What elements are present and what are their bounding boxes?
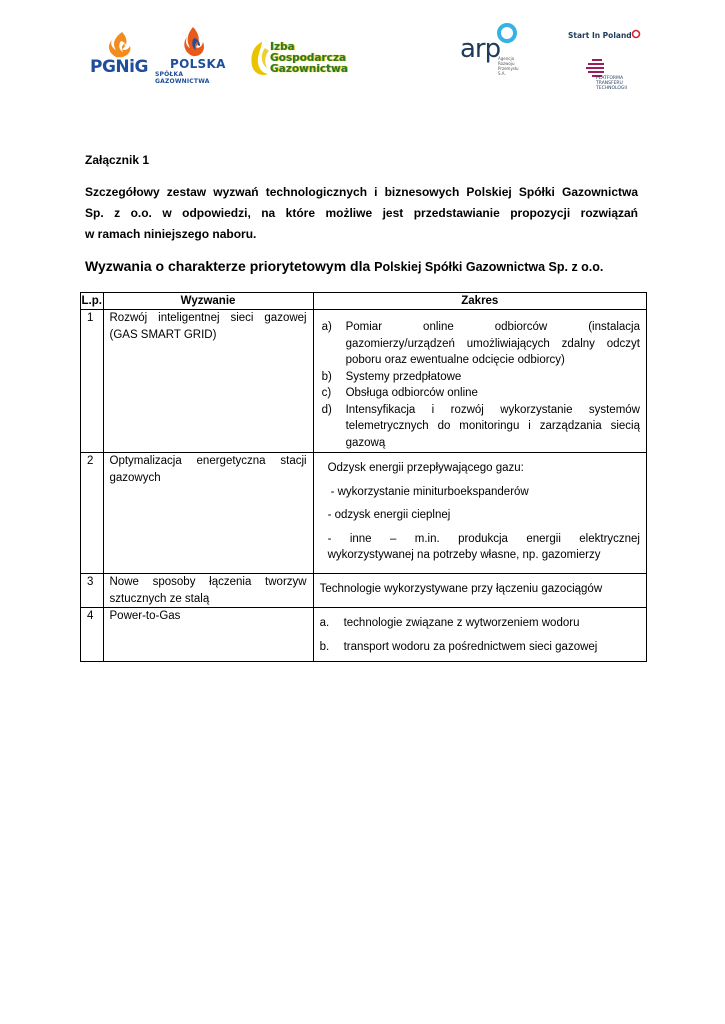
list-marker: b. [319,640,330,653]
list-item-line: technologie związane z wytworzeniem wodoru [343,617,580,629]
psg-subtitle: SPÓŁKA GAZOWNICTWA [155,71,210,85]
arp-sub-2: Rozwoju [498,61,515,66]
list-item [320,639,640,656]
intro-line-2: Sp. z o.o. w odpowiedzi, na które możliwe jest przedstawianie propozycji rozwiązań [85,206,638,220]
arp-sub-4: S.A. [498,71,506,76]
row-scope: Technologie wykorzystywane przy łączeniu gazociągów [313,574,646,608]
igg-word-3: Gazownictwa [270,63,348,75]
logo-start-in-poland [567,28,645,44]
table-header-row [81,293,647,310]
start-in-poland-ring-icon [631,29,641,39]
challenge-line: Nowe sposoby łączenia tworzyw [109,576,307,588]
list-item-line: transport wodoru za pośrednictwem sieci gazowej [343,640,598,653]
list-item-line: poboru oraz ewentualne odcięcie odbiorcy) [345,354,565,366]
table-row [81,310,647,453]
section-title-main: Wyzwania o charakterze priorytetowym dla [85,258,371,274]
list-item [320,615,640,632]
list-item-line: gazomierzy/urządzeń umożliwiających zdalny odczyt [345,337,640,350]
list-item [322,369,640,386]
scope-intro: Odzysk energii przepływającego gazu: [327,462,524,474]
list-item-line: Pomiar online odbiorców (instalacja [345,321,640,333]
row-challenge: Power-to-Gas [103,608,313,662]
start-in-poland-wordmark: Start In Poland [568,31,632,40]
igg-word-1: Izba [270,41,295,53]
list-marker: c) [321,387,332,399]
annex-label: Załącznik 1 [85,153,150,167]
row-challenge [103,310,313,453]
list-item [322,319,640,369]
table-row [81,574,647,608]
row-lp: 3 [81,574,104,608]
header-challenge: Wyzwanie [103,293,313,310]
section-title [85,258,603,274]
logo-arp [458,22,524,82]
ptt-line-1: PLATFORMA [596,76,624,81]
row-challenge [103,574,313,608]
igg-word-2: Gospodarcza [270,52,347,64]
challenge-line: Rozwój inteligentnej sieci gazowej [109,312,307,324]
ptt-line-2: TRANSFERU [596,81,623,86]
row-scope [313,453,646,574]
logo-pgnig [90,30,150,76]
list-marker: a) [321,321,332,333]
pgnig-flame-icon [90,30,150,60]
list-item-line: telemetrycznych do monitoringu i zarządzania siecią [345,420,640,432]
table-row [81,453,647,574]
ptt-line-3: TECHNOLOGII [596,86,628,91]
intro-paragraph [85,182,638,245]
psg-flame-icon [179,26,209,58]
list-item [322,402,640,452]
psg-wordmark: POLSKA [170,57,226,71]
logo-igg [248,40,348,80]
row-lp: 2 [81,453,104,574]
scope-list [322,319,640,451]
section-title-org: Polskiej Spółki Gazownictwa Sp. z o.o. [374,260,604,274]
scope-item-line: wykorzystywanej na potrzeby własne, np. gazomierzy [327,549,601,561]
list-marker: b) [321,370,332,383]
ptt-stripes-icon [584,58,606,78]
arp-sub-1: Agencja [498,56,515,61]
list-marker: a. [319,617,330,629]
list-item-line: gazową [345,436,386,449]
scope-item: - odzysk energii cieplnej [327,509,451,521]
arp-sub-3: Przemysłu [498,66,519,71]
row-scope [313,310,646,453]
challenge-line: gazowych [109,471,161,484]
row-lp: 1 [81,310,104,453]
list-marker: d) [321,403,332,416]
header-lp: L.p. [81,293,104,310]
scope-item-line: - inne – m.in. produkcja energii elektrycznej [327,532,640,545]
row-lp: 4 [81,608,104,662]
challenge-line: Optymalizacja energetyczna stacji [109,455,307,467]
challenge-line: (GAS SMART GRID) [109,328,217,341]
scope-list [320,615,640,655]
challenges-table [80,292,647,662]
row-scope [313,608,646,662]
list-item [322,385,640,402]
intro-line-1: Szczegółowy zestaw wyzwań technologicznych i biznesowych Polskiej Spółki Gazownictwa [85,185,638,199]
logo-psg [152,26,237,85]
logo-platforma-transferu [582,58,632,118]
list-item-line: Obsługa odbiorców online [345,387,478,399]
challenge-line: sztucznych ze stalą [109,592,210,605]
pgnig-wordmark: PGNiG [90,57,148,77]
scope-item: - wykorzystanie miniturboekspanderów [330,485,529,498]
intro-line-3: w ramach niniejszego naboru. [85,227,257,241]
arp-wordmark: arp [460,34,501,64]
table-row [81,608,647,662]
list-item-line: Intensyfikacja i rozwój wykorzystanie systemów [345,403,640,416]
list-item-line: Systemy przedpłatowe [345,370,462,383]
header-scope: Zakres [313,293,646,310]
row-challenge [103,453,313,574]
